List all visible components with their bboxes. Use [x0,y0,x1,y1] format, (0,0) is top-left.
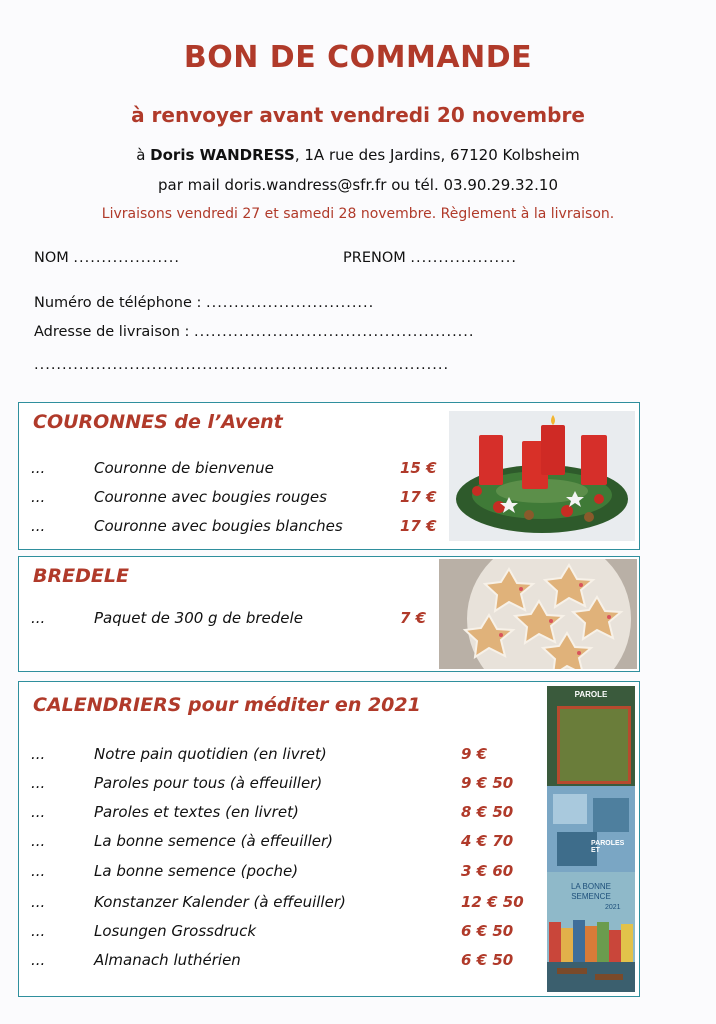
calendriers-title: CALENDRIERS pour méditer en 2021 [33,694,421,716]
cover-title: PAROLE [574,690,608,699]
page-title: BON DE COMMANDE [183,40,533,75]
item-name: Couronne avec bougies rouges [94,488,327,506]
address-prefix: à [136,146,151,164]
item-price: 7 € [400,609,427,627]
delivery-address-label: Adresse de livraison : [34,324,190,340]
prenom-field[interactable] [343,250,517,266]
quantity-blank[interactable]: ... [31,862,46,880]
cover-tile [593,798,629,832]
item-price: 8 € 50 [461,803,514,821]
bredele-title: BREDELE [33,565,129,587]
cover-subtitle: SEMENCE [571,892,611,901]
delivery-address-field[interactable] [34,324,475,340]
paroles-pour-tous-cover [547,686,635,786]
address-name: Doris WANDRESS [150,146,295,164]
address-rest: , 1A rue des Jardins, 67120 Kolbsheim [294,146,580,164]
item-name: Notre pain quotidien (en livret) [94,745,327,763]
item-price: 6 € 50 [461,922,514,940]
nom-field[interactable] [34,250,180,266]
item-name: Almanach luthérien [94,951,241,969]
cover-photo [557,706,631,784]
item-name: Paquet de 300 g de bredele [94,609,303,627]
quantity-blank[interactable]: ... [31,517,46,535]
bredele-cookies-image [439,559,637,669]
delivery-address-dots: .................................................. [194,324,475,340]
paroles-et-textes-cover [547,786,635,872]
item-price: 4 € 70 [461,832,514,850]
quantity-blank[interactable]: ... [31,951,46,969]
cover-year: 2021 [605,904,621,911]
address-line [0,146,716,164]
phone-dots: .............................. [205,295,375,311]
quantity-blank[interactable]: ... [31,745,46,763]
quantity-blank[interactable]: ... [31,459,46,477]
couronnes-section [18,402,640,550]
item-name: La bonne semence (poche) [94,862,299,880]
delivery-address-dots-2: .......................................................................... [34,357,450,373]
cover-title: PAROLES ET [591,840,625,854]
item-name: Konstanzer Kalender (à effeuiller) [94,893,346,911]
delivery-address-line-2[interactable] [34,357,449,373]
deadline-subtitle: à renvoyer avant vendredi 20 novembre [131,103,585,127]
cover-tile [553,794,587,824]
couronnes-title: COURONNES de l’Avent [33,411,283,433]
item-name: Paroles et textes (en livret) [94,803,299,821]
item-name: Losungen Grossdruck [94,922,257,940]
phone-field[interactable] [34,295,374,311]
bredele-section [18,556,640,672]
quantity-blank[interactable]: ... [31,803,46,821]
harbour-houses-icon [547,912,635,992]
phone-label: Numéro de téléphone : [34,295,202,311]
cover-title: LA BONNE [570,882,611,891]
item-price: 9 € [461,745,488,763]
item-name: La bonne semence (à effeuiller) [94,832,334,850]
quantity-blank[interactable]: ... [31,774,46,792]
la-bonne-semence-cover [547,872,635,992]
item-name: Couronne de bienvenue [94,459,274,477]
quantity-blank[interactable]: ... [31,609,46,627]
quantity-blank[interactable]: ... [31,922,46,940]
item-name: Paroles pour tous (à effeuiller) [94,774,323,792]
nom-label: NOM [34,250,69,266]
nom-dots: ................... [73,250,180,266]
item-price: 6 € 50 [461,951,514,969]
advent-wreath-image [449,411,635,541]
quantity-blank[interactable]: ... [31,893,46,911]
item-price: 17 € [400,488,437,506]
item-price: 9 € 50 [461,774,514,792]
item-price: 12 € 50 [461,893,524,911]
prenom-label: PRENOM [343,250,406,266]
item-price: 15 € [400,459,437,477]
quantity-blank[interactable]: ... [31,832,46,850]
prenom-dots: ................... [410,250,517,266]
delivery-line: Livraisons vendredi 27 et samedi 28 novembre. Règlement à la livraison. [101,206,615,222]
quantity-blank[interactable]: ... [31,488,46,506]
contact-line: par mail doris.wandress@sfr.fr ou tél. 03.90.29.32.10 [158,176,558,194]
item-price: 3 € 60 [461,862,514,880]
item-name: Couronne avec bougies blanches [94,517,343,535]
calendriers-section [18,681,640,997]
item-price: 17 € [400,517,437,535]
